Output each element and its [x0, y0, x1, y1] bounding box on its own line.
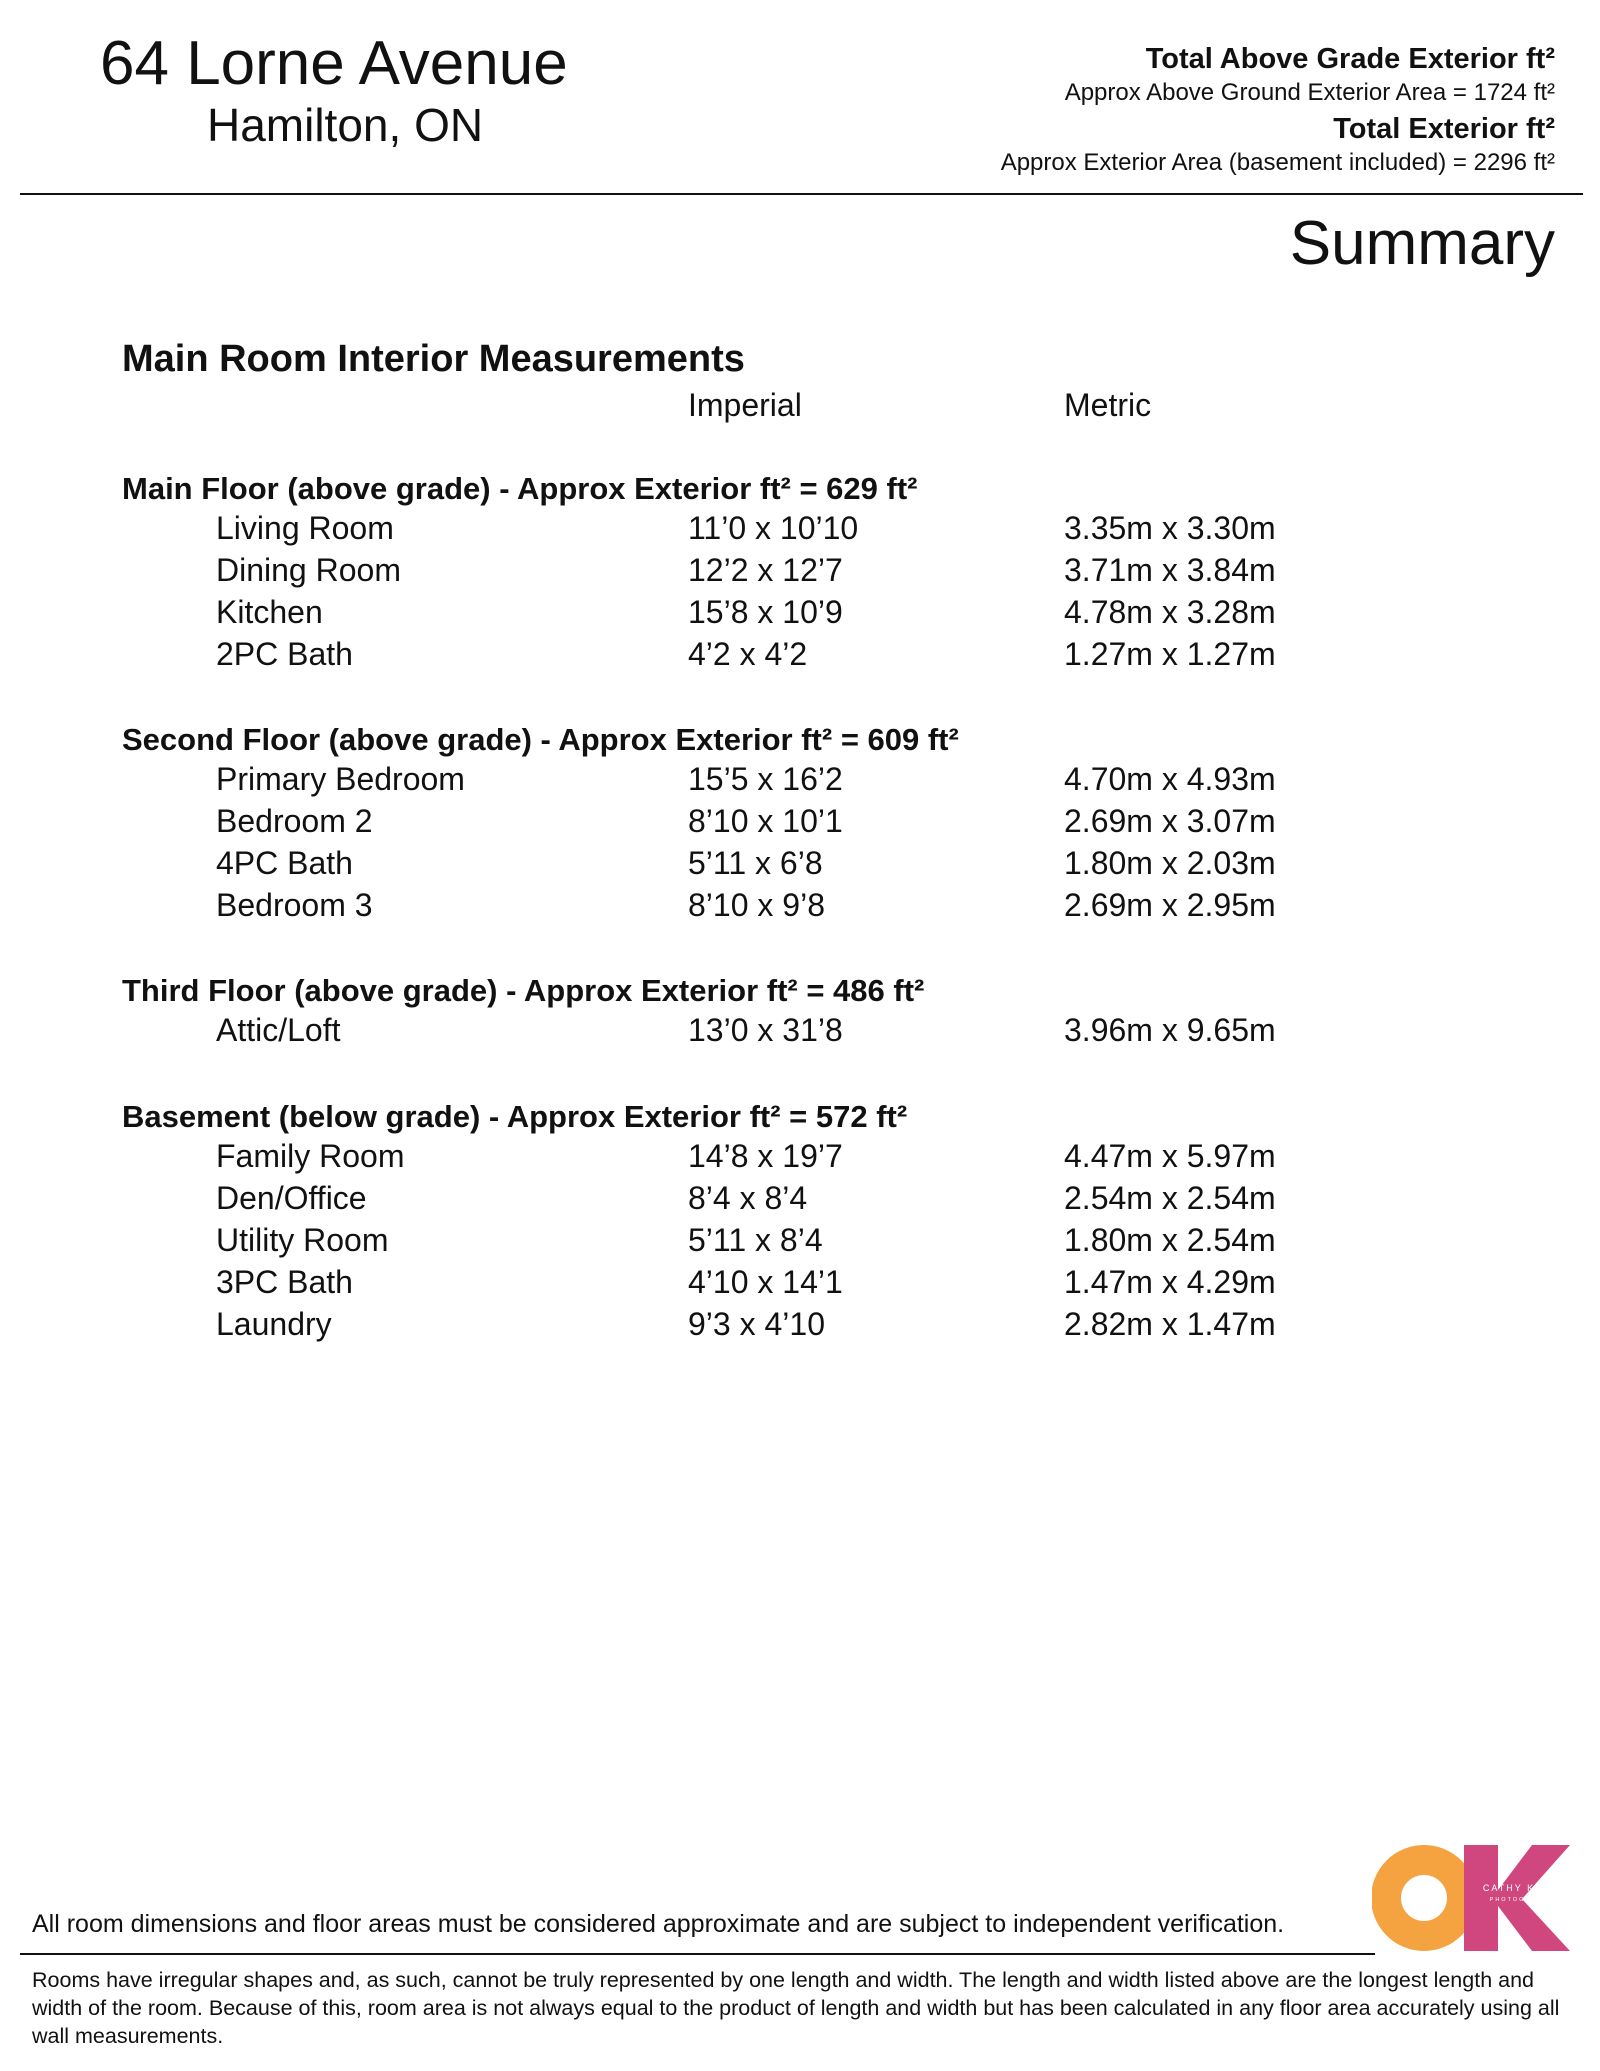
room-metric: 1.80m x 2.54m: [1064, 1222, 1276, 1258]
room-list: [0, 758, 1600, 926]
total-exterior-label: Total Exterior ft²: [1333, 113, 1555, 145]
address-street: 64 Lorne Avenue: [100, 29, 568, 98]
room-metric: 2.69m x 2.95m: [1064, 887, 1276, 923]
total-exterior-value: Approx Exterior Area (basement included) = 2296 ft²: [1000, 149, 1555, 176]
column-header-metric: Metric: [1064, 387, 1152, 423]
room-metric: 1.47m x 4.29m: [1064, 1264, 1276, 1300]
room-name: Dining Room: [216, 552, 401, 588]
room-name: Utility Room: [216, 1222, 389, 1258]
room-imperial: 13’0 x 31’8: [688, 1012, 843, 1048]
room-metric: 4.47m x 5.97m: [1064, 1138, 1276, 1174]
room-name: 4PC Bath: [216, 845, 353, 881]
room-imperial: 15’8 x 10’9: [688, 594, 843, 630]
room-metric: 3.35m x 3.30m: [1064, 510, 1276, 546]
room-metric: 1.80m x 2.03m: [1064, 845, 1276, 881]
room-imperial: 4’10 x 14’1: [688, 1264, 843, 1300]
room-metric: 2.69m x 3.07m: [1064, 803, 1276, 839]
room-metric: 4.70m x 4.93m: [1064, 761, 1276, 797]
room-row: [0, 1303, 1600, 1345]
room-row: [0, 758, 1600, 800]
room-imperial: 12’2 x 12’7: [688, 552, 843, 588]
room-imperial: 8’10 x 10’1: [688, 803, 843, 839]
room-imperial: 8’10 x 9’8: [688, 887, 825, 923]
room-imperial: 9’3 x 4’10: [688, 1306, 825, 1342]
above-grade-total-label: Total Above Grade Exterior ft²: [1145, 43, 1555, 75]
room-row: [0, 1009, 1600, 1051]
room-row: [0, 633, 1600, 675]
area-totals: [1001, 40, 1555, 180]
page-title: Summary: [1289, 209, 1555, 278]
measurements-heading: Main Room Interior Measurements: [122, 338, 745, 380]
room-metric: 2.54m x 2.54m: [1064, 1180, 1276, 1216]
room-row: [0, 1219, 1600, 1261]
room-name: 3PC Bath: [216, 1264, 353, 1300]
room-imperial: 5’11 x 6’8: [688, 845, 823, 881]
logo-text-name: CATHY KOOP: [1482, 1883, 1562, 1893]
room-name: Attic/Loft: [216, 1012, 341, 1048]
letter-o-icon: [1386, 1860, 1462, 1936]
room-list: [0, 1009, 1600, 1051]
room-name: Living Room: [216, 510, 394, 546]
column-header-imperial: Imperial: [688, 387, 802, 423]
footer-divider: [20, 1953, 1375, 1955]
room-list: [0, 507, 1600, 675]
floor-heading: Main Floor (above grade) - Approx Exterior ft² = 629 ft²: [122, 471, 918, 506]
room-name: Bedroom 2: [216, 803, 373, 839]
room-row: [0, 884, 1600, 926]
room-row: [0, 507, 1600, 549]
room-imperial: 8’4 x 8’4: [688, 1180, 808, 1216]
room-imperial: 5’11 x 8’4: [688, 1222, 823, 1258]
room-imperial: 4’2 x 4’2: [688, 636, 808, 672]
room-metric: 1.27m x 1.27m: [1064, 636, 1276, 672]
room-metric: 4.78m x 3.28m: [1064, 594, 1276, 630]
room-name: Bedroom 3: [216, 887, 373, 923]
room-name: Primary Bedroom: [216, 761, 465, 797]
room-metric: 2.82m x 1.47m: [1064, 1306, 1276, 1342]
room-name: Den/Office: [216, 1180, 367, 1216]
room-metric: 3.96m x 9.65m: [1064, 1012, 1276, 1048]
room-imperial: 14’8 x 19’7: [688, 1138, 843, 1174]
logo-text-tagline: PHOTOGRAPHY: [1489, 1897, 1555, 1903]
above-grade-total-value: Approx Above Ground Exterior Area = 1724 ft²: [1064, 79, 1555, 106]
room-name: Laundry: [216, 1306, 332, 1342]
room-name: 2PC Bath: [216, 636, 353, 672]
header-divider: [20, 193, 1583, 195]
ok-logo-icon: [1372, 1843, 1572, 1953]
room-row: [0, 549, 1600, 591]
room-row: [0, 842, 1600, 884]
room-name: Family Room: [216, 1138, 405, 1174]
room-row: [0, 1177, 1600, 1219]
room-imperial: 11’0 x 10’10: [688, 510, 859, 546]
room-row: [0, 1261, 1600, 1303]
room-name: Kitchen: [216, 594, 323, 630]
room-imperial: 15’5 x 16’2: [688, 761, 843, 797]
room-metric: 3.71m x 3.84m: [1064, 552, 1276, 588]
footnote-text: Rooms have irregular shapes and, as such, cannot be truly represented by one length and width. The length and width listed above are the longest length and width of the room. Because of this, room area is not always equal to the product of length and width but has been calculated in any floor area accurately using all wall measurements.: [32, 1968, 1560, 2048]
floor-heading: Basement (below grade) - Approx Exterior ft² = 572 ft²: [122, 1099, 908, 1134]
address-city: Hamilton, ON: [207, 99, 484, 151]
room-row: [0, 591, 1600, 633]
disclaimer-text: All room dimensions and floor areas must be considered approximate and are subject to independent verification.: [32, 1910, 1285, 1938]
room-row: [0, 1135, 1600, 1177]
room-list: [0, 1135, 1600, 1345]
floor-heading: Second Floor (above grade) - Approx Exterior ft² = 609 ft²: [122, 722, 959, 757]
room-row: [0, 800, 1600, 842]
floor-heading: Third Floor (above grade) - Approx Exterior ft² = 486 ft²: [122, 973, 925, 1008]
